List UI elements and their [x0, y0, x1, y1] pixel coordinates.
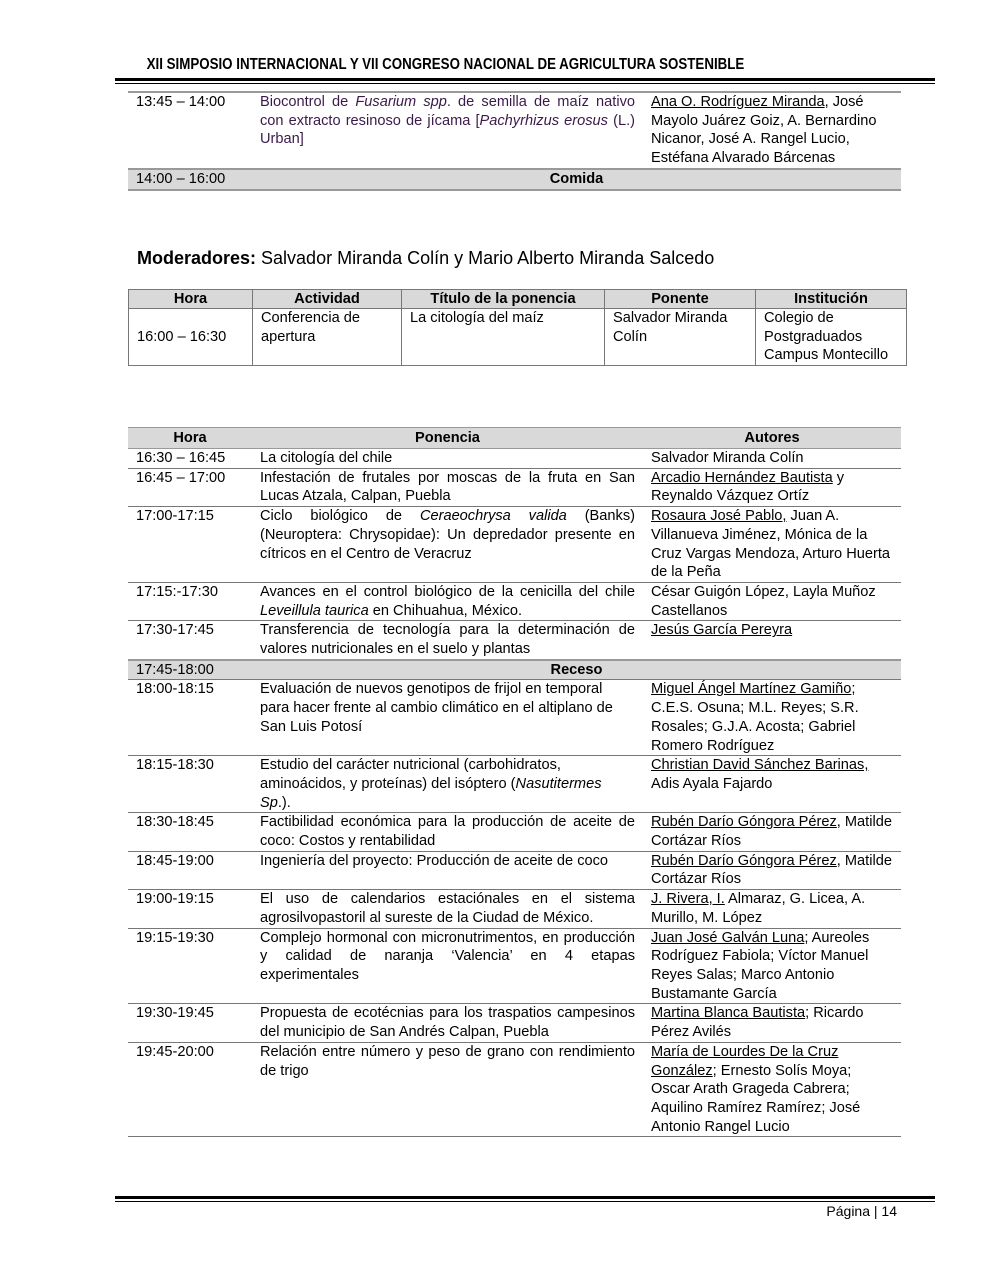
break-label: Receso [252, 660, 901, 680]
text-segment: Avances en el control biológico de la cenicilla del chile [260, 583, 635, 600]
break-row [128, 660, 901, 680]
table-row [128, 468, 901, 506]
cell-ponente: Salvador Miranda Colín [605, 309, 756, 366]
presenter-name: Martina Blanca Bautista [651, 1005, 806, 1022]
cell-title [252, 928, 643, 1004]
moderators-line [137, 248, 714, 269]
text-segment: , Matilde Cortázar Ríos [651, 814, 892, 850]
col-hora: Hora [129, 290, 253, 309]
text-segment: ; Ricardo Pérez Avilés [651, 1005, 864, 1041]
text-segment: Adis Ayala Fajardo [651, 775, 773, 792]
cell-time: 16:30 – 16:45 [128, 449, 252, 469]
cell-authors [643, 1042, 901, 1137]
cell-time: 18:00-18:15 [128, 680, 252, 756]
moderators-label: Moderadores: [137, 248, 257, 268]
table-row [128, 890, 901, 928]
cell-title [252, 1004, 643, 1042]
text-segment: César Guigón López, Layla Muñoz Castellanos [651, 583, 876, 619]
cell-title [252, 92, 643, 169]
cell-time: 17:00-17:15 [128, 507, 252, 583]
cell-time: 16:45 – 17:00 [128, 468, 252, 506]
top-schedule-table [128, 91, 901, 191]
cell-authors [643, 92, 901, 169]
italic-text: Pachyrhizus erosus [479, 112, 608, 129]
cell-authors [643, 813, 901, 851]
break-label: Comida [252, 169, 901, 190]
presenter-name: Rubén Darío Góngora Pérez [651, 814, 837, 831]
footer-rule-thin [115, 1201, 935, 1202]
text-segment: , Matilde Cortázar Ríos [651, 852, 892, 888]
break-row [128, 169, 901, 190]
text-segment: (Banks) (Neuroptera: Chrysopidae): Un depredador presente en cítricos en el Centro de Veracruz [260, 508, 635, 562]
cell-authors [643, 1004, 901, 1042]
table-row [128, 756, 901, 813]
text-segment: Biocontrol de [260, 94, 356, 110]
presenter-name: Rubén Darío Góngora Pérez [651, 852, 837, 869]
opening-header-row [129, 290, 907, 309]
presenter-name: Ana O. Rodríguez Miranda [651, 94, 825, 110]
page-number: Página | 14 [826, 1203, 897, 1219]
col-ponencia: Ponencia [252, 428, 643, 449]
cell-actividad: Conferencia de apertura [253, 309, 402, 366]
text-segment: Almaraz, G. Licea, A. Murillo, M. López [651, 891, 866, 926]
header-rule-thin [115, 83, 935, 84]
cell-hora: 16:00 – 16:30 [129, 309, 253, 366]
text-segment: . de semilla de maíz nativo con extracto resinoso de jícama [ [260, 94, 636, 129]
presenter-name: Jesús García Pereyra [651, 622, 793, 639]
text-segment: Salvador Miranda Colín [651, 450, 804, 466]
text-segment: Transferencia de tecnología para la determinación de valores nutricionales en el suelo y plantas [260, 622, 635, 658]
col-institucion: Institución [756, 290, 907, 309]
opening-row [129, 309, 907, 366]
text-segment: (L.) Urban] [260, 112, 635, 148]
italic-text: Fusarium spp [355, 94, 447, 110]
text-segment: Propuesta de ecotécnias para los traspatios campesinos del municipio de San Andrés Calpan, Puebla [260, 1005, 635, 1041]
cell-time: 17:45-18:00 [128, 660, 252, 680]
cell-authors [643, 851, 901, 889]
cell-title [252, 680, 643, 756]
cell-title [252, 756, 643, 813]
moderators-names: Salvador Miranda Colín y Mario Alberto Miranda Salcedo [256, 248, 715, 268]
presenter-name: Rosaura José Pablo, [651, 508, 787, 525]
cell-authors [643, 582, 901, 620]
text-segment: La citología del chile [260, 450, 393, 466]
text-segment: El uso de calendarios estaciónales en el sistema agrosilvopastoril al sureste de la Ciudad de México. [260, 891, 635, 926]
text-segment: ; Ernesto Solís Moya; Oscar Arath Grageda Cabrera; Aquilino Ramírez Ramírez; José Antonio Rangel Lucio [651, 1062, 861, 1135]
opening-table [128, 289, 907, 366]
cell-title [252, 582, 643, 620]
italic-text: Nasutitermes Sp [260, 775, 602, 811]
cell-authors [643, 680, 901, 756]
table-row [128, 621, 901, 660]
italic-text: Leveillula taurica [260, 602, 369, 619]
cell-time: 18:30-18:45 [128, 813, 252, 851]
text-segment: Complejo hormonal con micronutrimentos, en producción y calidad de naranja ‘Valencia’ en 4 etapas experimentales [260, 929, 635, 983]
cell-authors [643, 756, 901, 813]
text-segment: Estudio del carácter nutricional (carbohidratos, aminoácidos, y proteínas) del isóptero ( [260, 757, 561, 792]
table-row [128, 928, 901, 1004]
page-header: XII SIMPOSIO INTERNACIONAL Y VII CONGRESO NACIONAL DE AGRICULTURA SOSTENIBLE [146, 56, 745, 73]
cell-authors [643, 890, 901, 928]
cell-authors [643, 928, 901, 1004]
cell-authors [643, 449, 901, 469]
cell-time: 19:45-20:00 [128, 1042, 252, 1137]
table-row [128, 507, 901, 583]
col-autores: Autores [643, 428, 901, 449]
cell-time: 17:30-17:45 [128, 621, 252, 660]
text-segment: en Chihuahua, México. [368, 602, 523, 619]
text-segment: Ciclo biológico de [260, 508, 420, 525]
cell-title [252, 449, 643, 469]
text-segment: Infestación de frutales por moscas de la fruta en San Lucas Atzala, Calpan, Puebla [260, 469, 635, 505]
cell-titulo: La citología del maíz [402, 309, 605, 366]
cell-time: 18:15-18:30 [128, 756, 252, 813]
cell-title [252, 621, 643, 660]
text-segment: Evaluación de nuevos genotipos de frijol en temporal para hacer frente al cambio climático en el altiplano de San Luis Potosí [260, 681, 613, 735]
col-ponente: Ponente [605, 290, 756, 309]
cell-time: 19:30-19:45 [128, 1004, 252, 1042]
table-row [128, 1004, 901, 1042]
table-row [128, 92, 901, 169]
cell-title [252, 468, 643, 506]
presenter-name: Miguel Ángel Martínez Gamiño [651, 681, 852, 698]
cell-time: 19:15-19:30 [128, 928, 252, 1004]
cell-time: 13:45 – 14:00 [136, 94, 226, 110]
cell-authors [643, 468, 901, 506]
table-row [128, 1042, 901, 1137]
table-row [128, 813, 901, 851]
cell-authors [643, 507, 901, 583]
cell-title [252, 507, 643, 583]
cell-time: 19:00-19:15 [128, 890, 252, 928]
text-segment: Relación entre número y peso de grano con rendimiento de trigo [260, 1043, 635, 1079]
cell-title [252, 1042, 643, 1137]
cell-title [252, 813, 643, 851]
text-segment: .). [277, 794, 291, 811]
main-header-row [128, 428, 901, 449]
table-row [128, 449, 901, 469]
text-segment: ; Aureoles Rodríguez Fabiola; Víctor Manuel Reyes Salas; Marco Antonio Bustamante García [651, 929, 870, 1002]
text-segment: y Reynaldo Vázquez Ortíz [651, 469, 845, 505]
footer-rule [115, 1196, 935, 1199]
presenter-name: Juan José Galván Luna [651, 929, 805, 946]
text-segment: ; C.E.S. Osuna; M.L. Reyes; S.R. Rosales; G.J.A. Acosta; Gabriel Romero Rodríguez [651, 681, 859, 754]
text-segment: Ingeniería del proyecto: Producción de aceite de coco [260, 852, 609, 869]
col-hora: Hora [128, 428, 252, 449]
cell-title [252, 890, 643, 928]
cell-time: 14:00 – 16:00 [128, 169, 252, 190]
text-segment: , José Mayolo Juárez Goiz, A. Bernardino Nicanor, José A. Rangel Lucio, Estéfana Alvarado Bárcenas [651, 94, 877, 167]
main-schedule-table [128, 427, 901, 1137]
cell-authors [643, 621, 901, 660]
col-titulo: Título de la ponencia [402, 290, 605, 309]
presenter-name: María de Lourdes De la Cruz González [651, 1043, 839, 1079]
header-rule [115, 78, 935, 81]
text-segment: Juan A. Villanueva Jiménez, Mónica de la Cruz Vargas Mendoza, Arturo Huerta de la Peña [651, 508, 891, 581]
italic-text: Ceraeochrysa valida [419, 508, 567, 525]
cell-title [252, 851, 643, 889]
text-segment: Factibilidad económica para la producción de aceite de coco: Costos y rentabilidad [260, 814, 635, 850]
col-actividad: Actividad [253, 290, 402, 309]
presenter-name: Christian David Sánchez Barinas, [651, 757, 869, 774]
table-row [128, 582, 901, 620]
presenter-name: Arcadio Hernández Bautista [651, 469, 833, 486]
table-row [128, 680, 901, 756]
table-row [128, 851, 901, 889]
cell-time: 18:45-19:00 [128, 851, 252, 889]
presenter-name: J. Rivera, I. [651, 891, 725, 908]
cell-institucion: Colegio de Postgraduados Campus Montecillo [756, 309, 907, 366]
cell-time: 17:15:-17:30 [128, 582, 252, 620]
